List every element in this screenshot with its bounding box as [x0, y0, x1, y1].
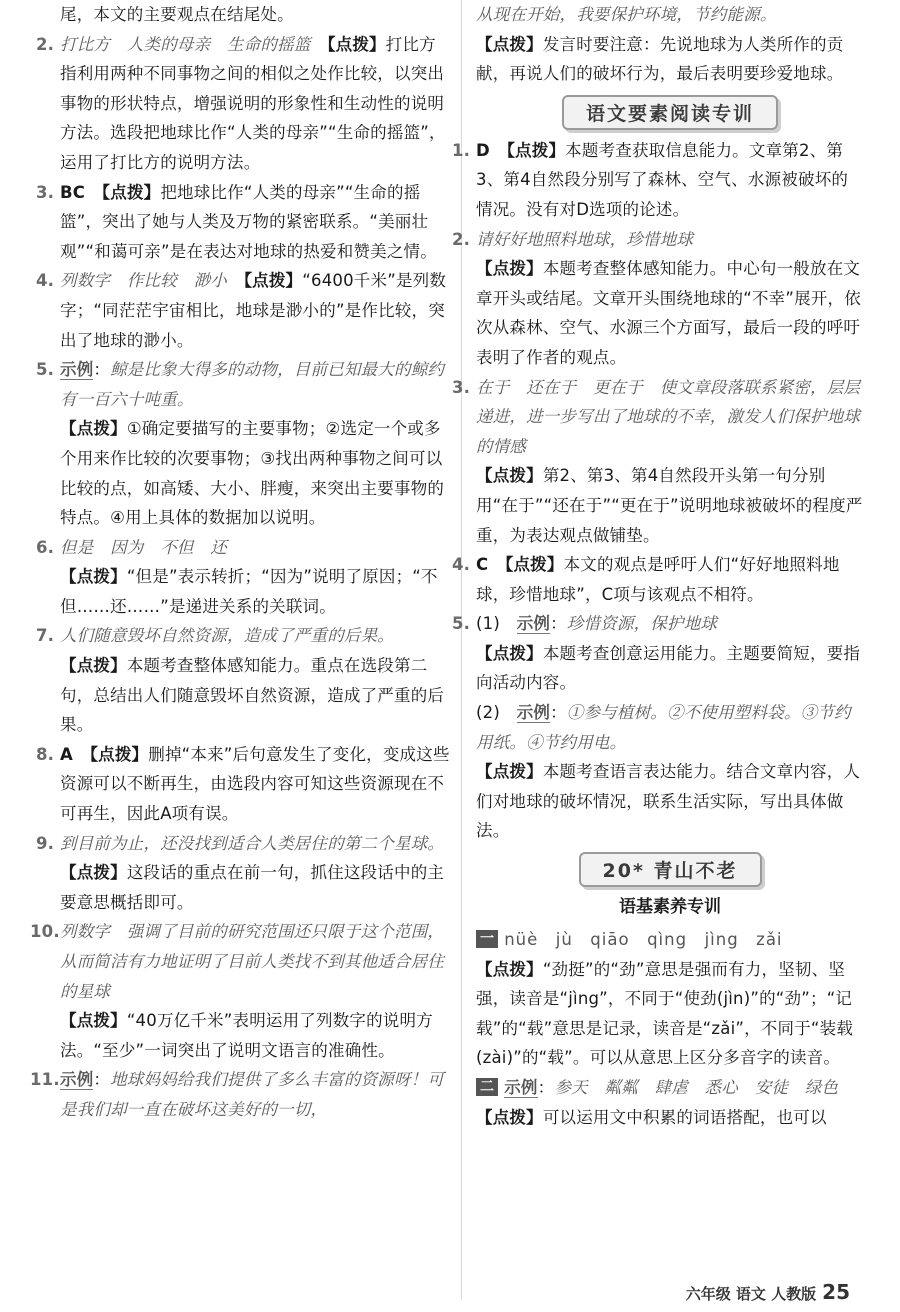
question-10-hint: 【点拨】“40万亿千米”表明运用了列数字的说明方法。“至少”一词突出了说明文语言的准确性。	[60, 1011, 433, 1060]
answer-5-1: 5. (1) 示例：珍惜资源，保护地球	[452, 614, 718, 634]
basic-1: 一 nüè jù qiāo qìng jìng zǎi	[476, 925, 864, 955]
section-title-reading: 语文要素阅读专训	[476, 95, 864, 130]
left-column	[30, 0, 450, 1125]
right-column	[452, 0, 864, 1132]
answer-5-1-hint: 【点拨】本题考查创意运用能力。主题要简短，要指向活动内容。	[476, 643, 861, 693]
answer-hint: 【点拨】发言时要注意：先说地球为人类所作的贡献，再说人们的破坏行为，最后表明要珍爱地球。	[476, 34, 844, 84]
basic-2-hint: 【点拨】可以运用文中积累的词语搭配，也可以	[476, 1107, 827, 1127]
answer-5-2: (2) 示例：①参与植树。②不使用塑料袋。③节约用纸。④节约用电。	[476, 703, 851, 752]
basic-1-hint: 【点拨】“劲挺”的“劲”意思是强而有力，坚韧、坚强，读音是“jìng”，不同于“使劲(jìn)”的“劲”；“记载”的“载”意思是记录，读音是“zǎi”，不同于“装载(zài)”的“载”。可以从意思上区分多音字的读音。	[476, 959, 854, 1068]
answer-2-hint: 【点拨】本题考查整体感知能力。中心句一般放在文章开头或结尾。文章开头围绕地球的“不幸”展开，依次从森林、空气、水源三个方面写，最后一段的呼吁表明了作者的观点。	[476, 259, 861, 367]
question-8: 8. A 【点拨】删掉“本来”后句意发生了变化，变成这些资源可以不断再生，由选段内容可知这些资源现在不可再生，因此A项有误。	[36, 744, 450, 824]
answer-1: 1. D 【点拨】本题考查获取信息能力。文章第2、第3、第4自然段分别写了森林、空气、水源被破坏的情况。没有对D选项的论述。	[452, 140, 849, 219]
sub-section-title: 语基素养专训	[619, 897, 721, 918]
question-6: 6. 但是 因为 不但 还	[36, 537, 227, 557]
question-10: 10. 列数字 强调了目前的研究范围还只限于这个范围，从而简洁有力地证明了目前人类找不到其他适合居住的星球	[30, 922, 445, 1001]
page-number: 25	[822, 1280, 850, 1304]
footer-label: 六年级 语文 人教版	[685, 1285, 817, 1303]
question-9-hint: 【点拨】这段话的重点在前一句，抓住这段话中的主要意思概括即可。	[60, 863, 445, 912]
page-footer	[686, 1280, 850, 1304]
question-9: 9. 到目前为止，还没找到适合人类居住的第二个星球。	[36, 833, 445, 853]
answer-2: 2. 请好好地照料地球，珍惜地球	[452, 229, 694, 249]
question-7: 7. 人们随意毁坏自然资源，造成了严重的后果。	[36, 626, 394, 646]
question-5-hint: 【点拨】①确定要描写的主要事物；②选定一个或多个用来作比较的次要事物；③找出两种事物之间可以比较的点，如高矮、大小、胖瘦，来突出主要事物的特点。④用上具体的数据加以说明。	[60, 419, 445, 528]
answer-4: 4. C 【点拨】本文的观点是呼吁人们“好好地照料地球，珍惜地球”，C项与该观点不相符。	[452, 555, 840, 604]
text-line: 尾，本文的主要观点在结尾处。	[60, 5, 294, 24]
question-2: 2. 打比方 人类的母亲 生命的摇篮 【点拨】打比方指利用两种不同事物之间的相似之处作比较，以突出事物的形状特点，增强说明的形象性和生动性的说明方法。选段把地球比作“人类的母亲”“生命的摇篮”，运用了打比方的说明方法。	[36, 34, 446, 172]
answer-3-hint: 【点拨】第2、第3、第4自然段开头第一句分别用“在于”“还在于”“更在于”说明地球被破坏的程度严重，为表达观点做铺垫。	[476, 466, 863, 545]
column-divider	[461, 0, 462, 1300]
answer-3: 3. 在于 还在于 更在于 使文章段落联系紧密，层层递进，进一步写出了地球的不幸，激发人们保护地球的情感	[452, 377, 861, 456]
text-line: 从现在开始，我要保护环境，节约能源。	[476, 5, 777, 24]
question-5: 5. 示例：鲸是比象大得多的动物，目前已知最大的鲸约有一百六十吨重。	[36, 360, 445, 409]
lesson-title: 20* 青山不老	[476, 852, 864, 887]
question-6-hint: 【点拨】“但是”表示转折；“因为”说明了原因；“不但……还……”是递进关系的关联词。	[60, 567, 438, 616]
question-4: 4. 列数字 作比较 渺小 【点拨】“6400千米”是列数字；“同茫茫宇宙相比，地球是渺小的”是作比较，突出了地球的渺小。	[36, 271, 447, 350]
question-7-hint: 【点拨】本题考查整体感知能力。重点在选段第二句，总结出人们随意毁坏自然资源，造成了严重的后果。	[60, 656, 445, 735]
question-11: 11. 示例：地球妈妈给我们提供了多么丰富的资源呀！可是我们却一直在破坏这美好的一切，	[30, 1070, 445, 1119]
basic-2: 二 示例：参天 粼粼 肆虐 悉心 安徒 绿色	[476, 1073, 864, 1103]
answer-5-2-hint: 【点拨】本题考查语言表达能力。结合文章内容，人们对地球的破坏情况，联系生活实际，写出具体做法。	[476, 762, 861, 841]
question-3: 3. BC 【点拨】把地球比作“人类的母亲”“生命的摇篮”，突出了她与人类及万物的紧密联系。“美丽壮观”“和蔼可亲”是在表达对地球的热爱和赞美之情。	[36, 182, 437, 261]
